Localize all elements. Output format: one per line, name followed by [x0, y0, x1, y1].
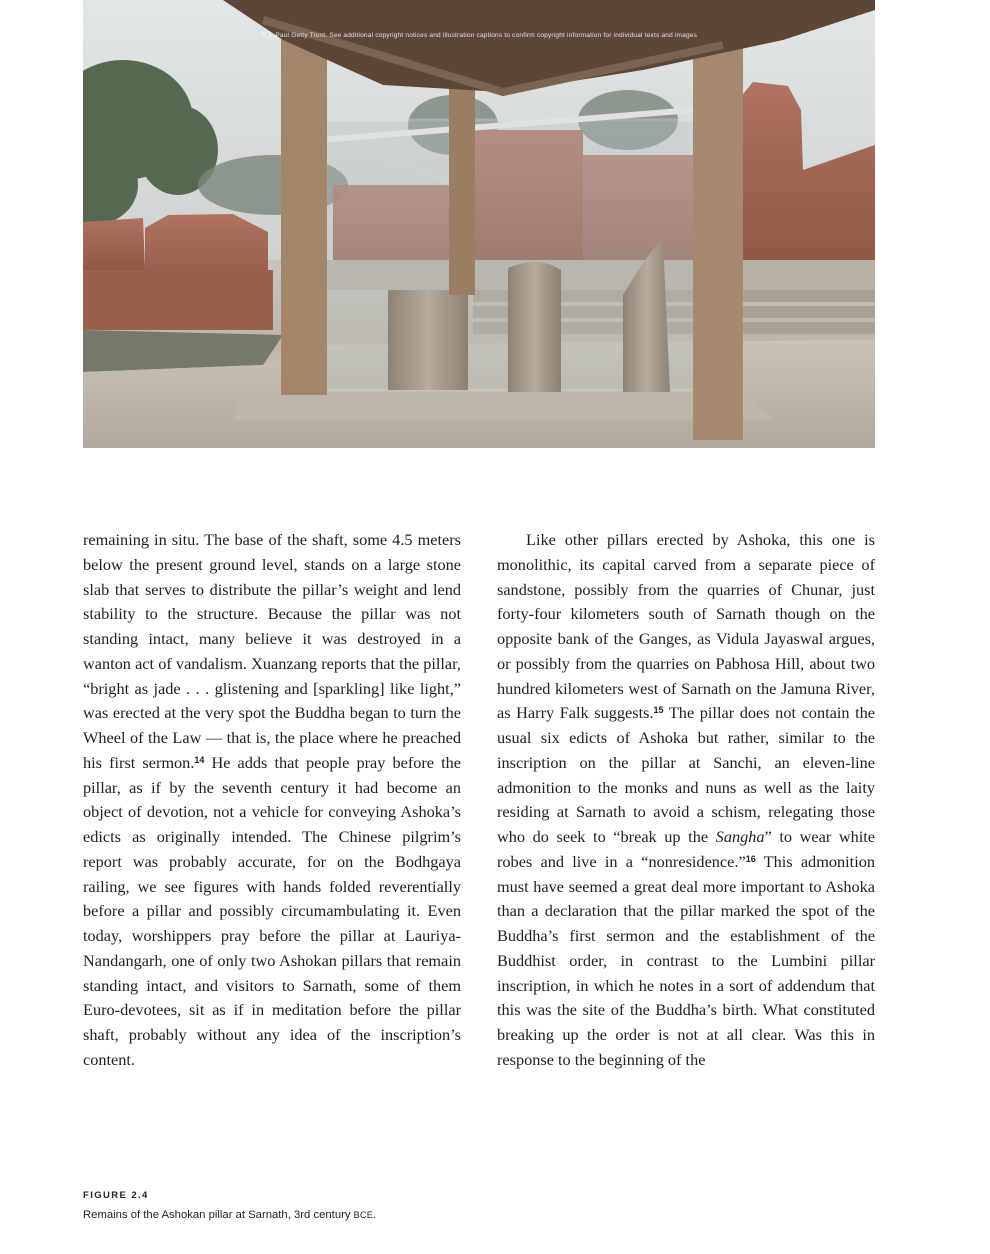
paragraph-text: He adds that people pray before the pillar, as if by the seventh century it had become an object of devotion, not a vehicle for conveying Ashoka’s edicts as originally intended. The Chinese pilgrim’s report was probably accurate, for on the Bodhgaya railing, we see figures with hands folded reverentially before a pillar and possibly circumambulating it. Even today, worshippers pray before the pillar at Lauriya-Nandangarh, one of only two Ashokan pillars that remain standing intact, and visitors to Sarnath, some of them Euro-devotees, sit as if in meditation before the pillar shaft, probably without any idea of the inscription’s content.: [83, 752, 461, 1069]
paragraph-text: This admonition must have seemed a great deal more important to Ashoka than a declaration that the pillar marked the spot of the Buddha’s first sermon and the establishment of the Buddhist order, in contrast to the Lumbini pillar inscription, in which he notes in a sort of addendum that this was the site of the Buddha’s birth. What constituted breaking up the order is not at all clear. Was this in response to the beginning of the: [497, 851, 875, 1069]
caption-end: .: [373, 1209, 377, 1221]
caption-era: BCE: [353, 1210, 374, 1220]
left-text-column: [83, 528, 461, 1073]
figure-label: FIGURE 2.4: [83, 1190, 149, 1201]
copyright-notice: © J. Paul Getty Trust. See additional copyright notices and illustration captions to confirm copyright information for individual texts and images: [260, 32, 698, 39]
paragraph-text: Like other pillars erected by Ashoka, this one is monolithic, its capital carved from a separate piece of sandstone, possibly from the quarries of Chunar, just forty-four kilometers south of Sarnath though on the opposite bank of the Ganges, as Vidula Jayaswal argues, or possibly from the quarries on Pabhosa Hill, about two hundred kilometers west of Sarnath on the Jamuna River, as Harry Falk suggests.: [497, 530, 875, 723]
figure-photo: [83, 0, 875, 448]
caption-body: Remains of the Ashokan pillar at Sarnath, 3rd century: [83, 1209, 354, 1221]
paragraph: [497, 528, 875, 1073]
footnote-ref-14[interactable]: 14: [194, 754, 205, 765]
footnote-ref-16[interactable]: 16: [745, 853, 756, 864]
right-text-column: [497, 528, 875, 1073]
figure-caption: [83, 1190, 376, 1221]
italic-term: Sangha: [715, 827, 765, 846]
pillar-scene-illustration: [83, 0, 875, 448]
paragraph-text: remaining in situ. The base of the shaft, some 4.5 meters below the present ground level, stands on a large stone slab that serves to distribute the pillar’s weight and lend stability to the structure. Because the pillar was not standing intact, many believe it was destroyed in a wanton act of vandalism. Xuanzang reports that the pillar, “bright as jade . . . glistening and [sparkling] like light,” was erected at the very spot the Buddha began to turn the Wheel of the Law — that is, the place where he preached his first sermon.: [83, 530, 461, 772]
caption-text: [83, 1209, 376, 1221]
paragraph-text: The pillar does not contain the usual six edicts of Ashoka but rather, similar to the inscription on the pillar at Sanchi, an eleven-line admonition to the monks and nuns as well as the laity residing at Sarnath to avoid a schism, relegating those who do seek to “break up the: [497, 703, 875, 846]
paragraph-text: ” to wear white robes and live in a “nonresidence.”: [497, 827, 876, 871]
footnote-ref-15[interactable]: 15: [653, 705, 664, 716]
paragraph: [83, 528, 461, 1073]
